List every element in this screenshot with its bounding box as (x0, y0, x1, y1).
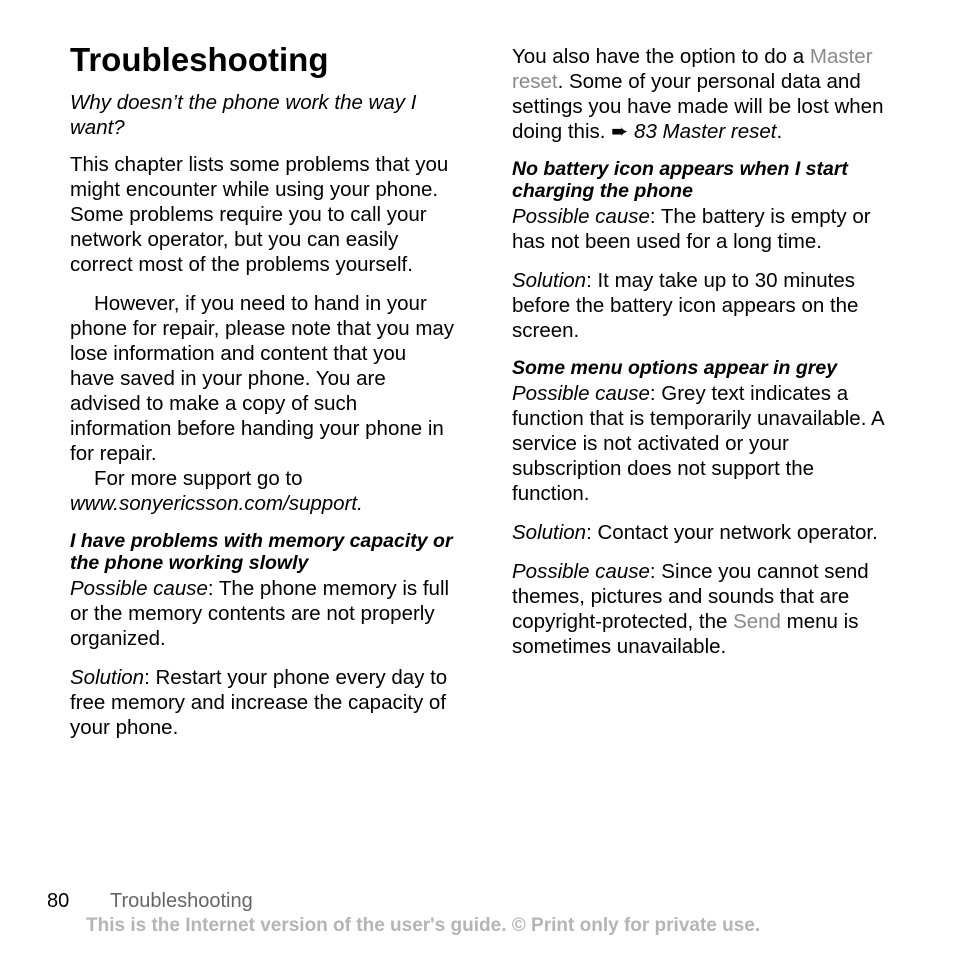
battery-cause-text: : The battery is empty or has not been used for a long time. (512, 205, 871, 253)
arrow-right-icon: ➨ (611, 120, 629, 143)
solution-label: Solution (512, 521, 587, 544)
memory-cause-text: : The phone memory is full or the memory contents are not properly organized. (70, 577, 450, 650)
support-text: For more support go to (94, 467, 303, 490)
solution-label: Solution (512, 269, 587, 292)
page-title: Troubleshooting (70, 41, 329, 78)
grey-cause-text: : Grey text indicates a function that is temporarily unavailable. A service is not activated or your subscription does not support the function. (512, 382, 884, 505)
master-reset-link: Master reset (512, 45, 873, 93)
battery-heading: No battery icon appears when I start charging the phone (512, 158, 848, 202)
page-subtitle: Why doesn’t the phone work the way I want? (70, 91, 417, 139)
intro-paragraph: This chapter lists some problems that you might encounter while using your phone. Some problems require you to call your network operator, but you can easily correct most of the problems yourself. (70, 153, 449, 276)
memory-solution (70, 665, 455, 740)
battery-solution (512, 268, 897, 343)
right-column (512, 44, 897, 673)
master-reset-end: . (776, 120, 783, 143)
battery-solution-text: : It may take up to 30 minutes before the battery icon appears on the screen. (512, 269, 859, 342)
grey-solution (512, 520, 897, 545)
grey-solution-text: : Contact your network operator. (586, 521, 878, 544)
footer-note: This is the Internet version of the user's guide. © Print only for private use. (86, 915, 761, 936)
possible-cause-label: Possible cause (70, 577, 208, 600)
grey-cause (512, 381, 897, 506)
master-reset-ref: 83 Master reset (628, 120, 777, 143)
footer-section-title: Troubleshooting (110, 890, 253, 912)
master-reset-post: . Some of your personal data and settings you have made will be lost when doing this. (512, 70, 884, 143)
memory-cause (70, 576, 455, 651)
solution-label: Solution (70, 666, 145, 689)
left-column (70, 40, 455, 754)
memory-solution-text: : Restart your phone every day to free memory and increase the capacity of your phone. (70, 666, 448, 739)
possible-cause-label: Possible cause (512, 382, 650, 405)
page-number: 80 (47, 890, 70, 912)
battery-cause (512, 204, 897, 254)
possible-cause-label: Possible cause (512, 205, 650, 228)
possible-cause-label: Possible cause (512, 560, 650, 583)
grey-heading: Some menu options appear in grey (512, 357, 838, 379)
memory-heading: I have problems with memory capacity or the phone working slowly (70, 530, 453, 574)
support-url: www.sonyericsson.com/support. (70, 492, 363, 515)
send-menu-link: Send (733, 610, 781, 633)
master-reset-paragraph (512, 44, 897, 144)
repair-paragraph: However, if you need to hand in your phone for repair, please note that you may lose information and content that you have saved in your phone. You are advised to make a copy of such information before handing your phone in for repair. (70, 292, 455, 465)
send-cause-post: menu is sometimes unavailable. (512, 610, 859, 658)
send-cause-pre: : Since you cannot send themes, pictures and sounds that are copyright-protected, the (512, 560, 869, 633)
master-reset-pre: You also have the option to do a (512, 45, 810, 68)
send-cause (512, 559, 897, 659)
